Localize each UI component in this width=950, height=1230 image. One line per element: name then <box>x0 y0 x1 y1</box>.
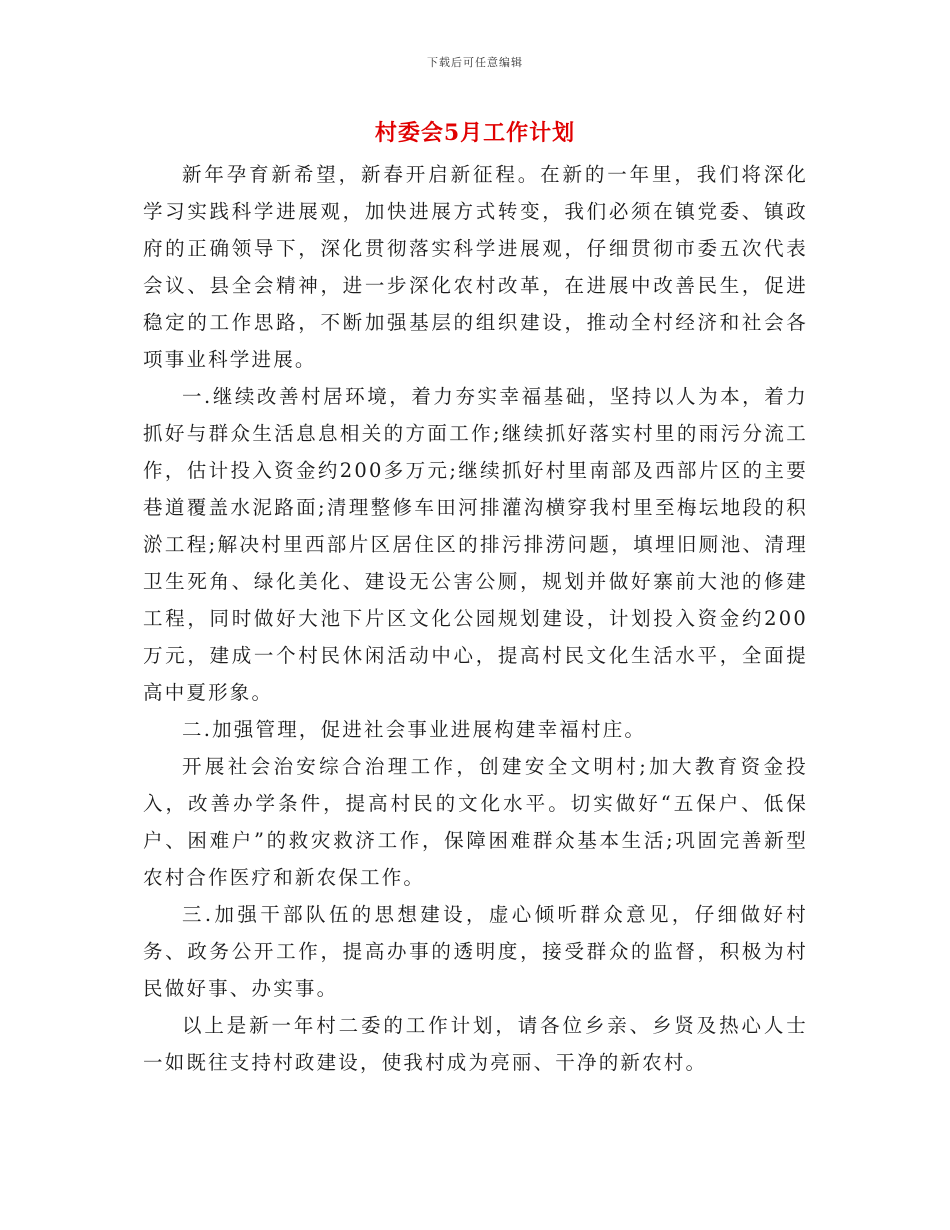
paragraph-closing: 以上是新一年村二委的工作计划，请各位乡亲、乡贤及热心人士一如既往支持村政建设，使我村成为亮丽、干净的新农村。 <box>143 1014 808 1074</box>
paragraph-intro: 新年孕育新希望，新春开启新征程。在新的一年里，我们将深化学习实践科学进展观，加快进展方式转变，我们必须在镇党委、镇政府的正确领导下，深化贯彻落实科学进展观，仔细贯彻市委五次代表会议、县全会精神，进一步深化农村改革，在进展中改善民生，促进稳定的工作思路，不断加强基层的组织建设，推动全村经济和社会各项事业科学进展。 <box>143 163 808 371</box>
paragraph-section-three: 三.加强干部队伍的思想建设，虚心倾听群众意见，仔细做好村务、政务公开工作，提高办事的透明度，接受群众的监督，积极为村民做好事、办实事。 <box>143 903 808 1000</box>
paragraph-section-two-body: 开展社会治安综合治理工作，创建安全文明村;加大教育资金投入，改善办学条件，提高村民的文化水平。切实做好“五保户、低保户、困难户”的救灾救济工作，保障困难群众基本生活;巩固完善新型农村合作医疗和新农保工作。 <box>143 755 808 889</box>
paragraph-section-two-heading: 二.加强管理，促进社会事业进展构建幸福村庄。 <box>182 718 647 741</box>
document-title: 村委会5月工作计划 <box>374 120 576 146</box>
document-body <box>143 156 808 1081</box>
paragraph-section-one: 一.继续改善村居环境，着力夯实幸福基础，坚持以人为本，着力抓好与群众生活息息相关的方面工作;继续抓好落实村里的雨污分流工作，估计投入资金约200多万元;继续抓好村里南部及西部片区的主要巷道覆盖水泥路面;清理整修车田河排灌沟横穿我村里至梅坛地段的积淤工程;解决村里西部片区居住区的排污排涝问题，填埋旧厕池、清理卫生死角、绿化美化、建设无公害公厕，规划并做好寨前大池的修建工程，同时做好大池下片区文化公园规划建设，计划投入资金约200万元，建成一个村民休闲活动中心，提高村民文化生活水平，全面提高中夏形象。 <box>143 385 808 704</box>
header-note: 下载后可任意编辑 <box>427 56 523 69</box>
